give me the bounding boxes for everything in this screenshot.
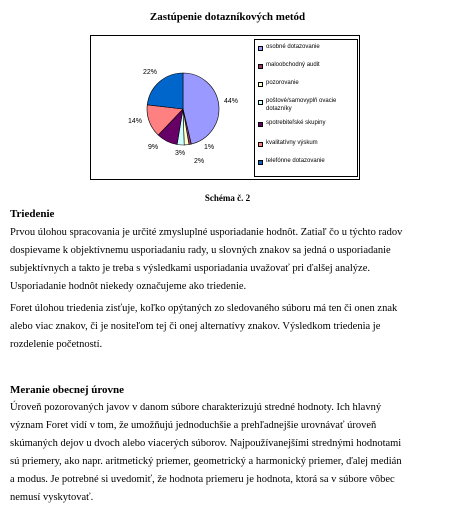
text-line: alebo viac znakov, či je nositeľom tej či onej alternatívy znakov. Výsledkom triedenia je: [10, 321, 381, 332]
paragraph: [10, 224, 445, 296]
text-line: Prvou úlohou spracovania je určité zmysluplné usporiadanie hodnôt. Zatiaľ čo u týchto radov: [10, 227, 403, 238]
text-line: sú priemery, ako napr. aritmetický priemer, geometrický a harmonický priemer, ďalej medián: [10, 456, 402, 467]
figure-caption: Schéma č. 2: [204, 193, 251, 203]
legend-item-telefonne: [258, 157, 356, 175]
legend-label: pozorovanie: [266, 80, 299, 86]
text-line: subjektívnych a takto je treba s výsledkami usporiadania uvažovať pri ďalšej analýze.: [10, 263, 370, 274]
legend-item-postove: [258, 97, 356, 115]
legend-item-kvalitativny: [258, 139, 356, 157]
paragraph: [10, 399, 445, 507]
pie-label-osobne: 44%: [224, 98, 239, 105]
legend-item-pozorovanie: [258, 79, 356, 97]
chart-box: [90, 35, 360, 180]
legend-swatch: [258, 64, 263, 69]
legend-swatch: [258, 82, 263, 87]
legend-swatch: [258, 100, 263, 105]
legend-label: spotrebiteľské skupiny: [266, 120, 326, 126]
legend-label: kvalitatívny výskum: [266, 140, 318, 146]
chart-legend: [254, 39, 358, 177]
legend-item-osobne: [258, 43, 356, 61]
pie-label-kvalitativny: 14%: [128, 118, 143, 125]
text-line: skúmaných dejov u dvoch alebo viacerých súborov. Najpoužívanejšími strednými hodnotami: [10, 438, 402, 449]
text-line: Usporiadanie hodnôt niekedy označujeme ako triedenie.: [10, 281, 247, 292]
legend-label: poštové/samovyplň ovacie dotazníky: [266, 98, 337, 112]
legend-label: maloobchodný audit: [266, 62, 320, 68]
legend-swatch: [258, 142, 263, 147]
legend-item-audit: [258, 61, 356, 79]
pie-label-audit: 1%: [204, 144, 215, 151]
text-line: význam Foret vidí v tom, že umožňujú jednoduchšie a prehľadnejšie urovnávať úroveň: [10, 420, 377, 431]
pie-label-telefonne: 22%: [143, 69, 158, 76]
legend-swatch: [258, 160, 263, 165]
text-line: dospievame k objektívnemu usporiadaniu rady, u slovných znakov sa jedná o usporiadanie: [10, 245, 391, 256]
chart-title: Zastúpenie dotazníkových metód: [149, 11, 306, 23]
pie-label-pozorovanie: 2%: [194, 158, 205, 165]
pie-label-spotrebitelske: 9%: [148, 144, 159, 151]
legend-swatch: [258, 46, 263, 51]
legend-label: osobné dotazovanie: [266, 44, 320, 50]
paragraph: [10, 300, 445, 354]
text-line: nemusí vyskytovať.: [10, 492, 94, 503]
legend-item-spotrebitelske: [258, 119, 356, 137]
section-heading-triedenie: Triedenie: [10, 208, 55, 220]
text-line: Foret úlohou triedenia zisťuje, koľko opýtaných zo sledovaného súboru má ten či onen znak: [10, 303, 398, 314]
legend-label: telefónne dotazovanie: [266, 158, 325, 164]
pie-label-postove: 3%: [175, 150, 186, 157]
text-line: rozdelenie početností.: [10, 339, 103, 350]
section-heading-meranie: Meranie obecnej úrovne: [10, 384, 125, 396]
legend-swatch: [258, 122, 263, 127]
text-line: Úroveň pozorovaných javov v danom súbore charakterizujú stredné hodnoty. Ich hlavný: [10, 402, 382, 413]
pie-slice-telefonne: [147, 73, 183, 109]
text-line: a modus. Je potrebné si uvedomiť, že hodnota priemeru je hodnota, ktorá sa v súbore vôbec: [10, 474, 395, 485]
